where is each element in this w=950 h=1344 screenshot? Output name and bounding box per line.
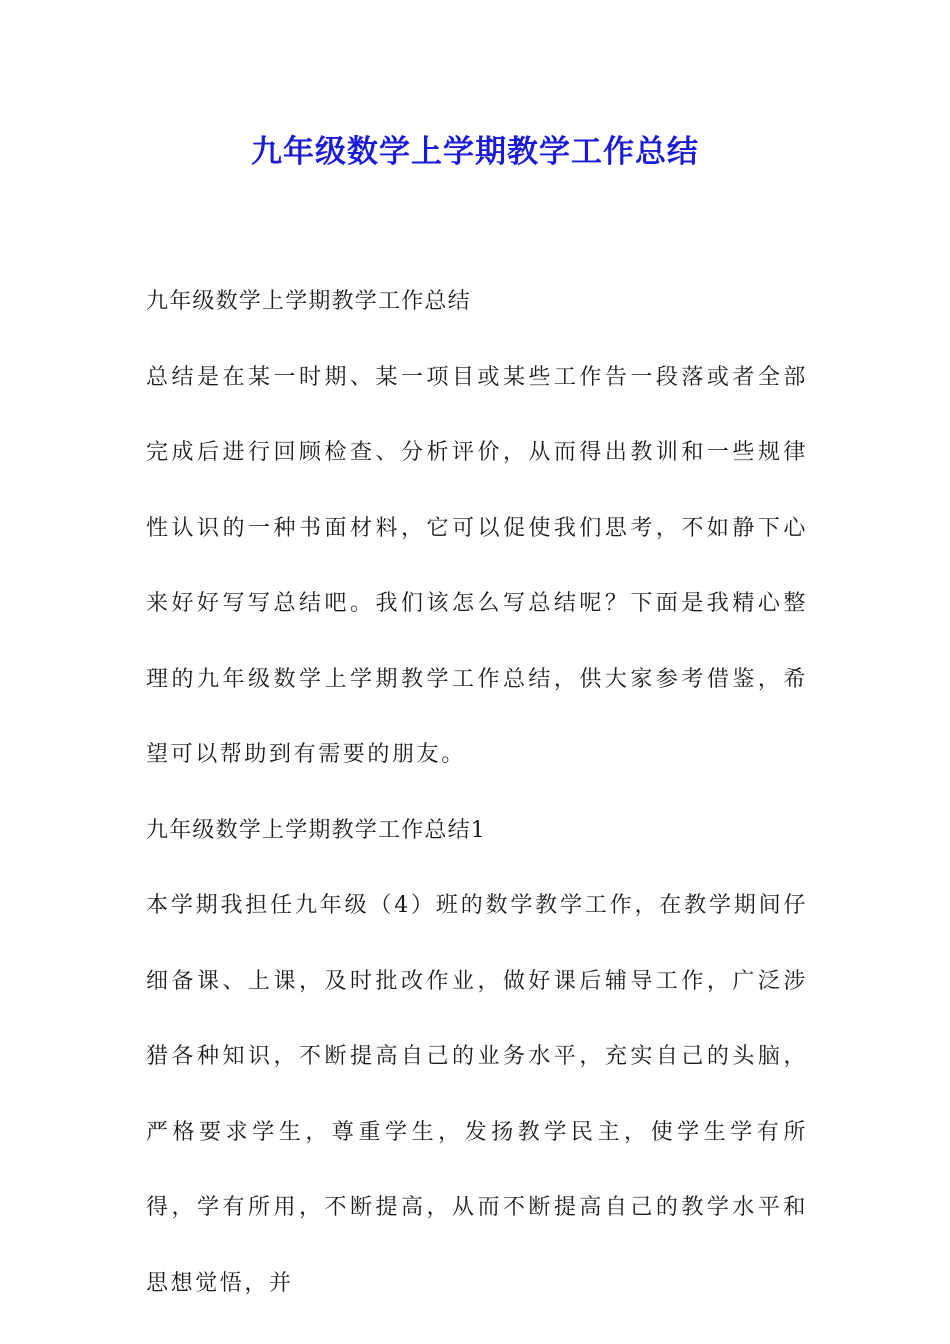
section-heading-1: 九年级数学上学期教学工作总结1 <box>146 817 486 843</box>
section-heading: 九年级数学上学期教学工作总结 <box>146 289 471 314</box>
document-body <box>146 264 808 1321</box>
document-title: 九年级数学上学期教学工作总结 <box>251 134 699 170</box>
body-paragraph: 本学期我担任九年级（4）班的数学教学工作，在教学期间仔细备课、上课，及时批改作业，做好课后辅导工作，广泛涉猎各种知识，不断提高自己的业务水平，充实自己的头脑，严格要求学生，尊重学生，发扬教学民主，使学生学有所得，学有所用，不断提高，从而不断提高自己的教学水平和思想觉悟，并 <box>146 893 808 1296</box>
intro-paragraph: 总结是在某一时期、某一项目或某些工作告一段落或者全部完成后进行回顾检查、分析评价，从而得出教训和一些规律性认识的一种书面材料，它可以促使我们思考，不如静下心来好好写写总结吧。我们该怎么写总结呢？下面是我精心整理的九年级数学上学期教学工作总结，供大家参考借鉴，希望可以帮助到有需要的朋友。 <box>146 364 808 767</box>
